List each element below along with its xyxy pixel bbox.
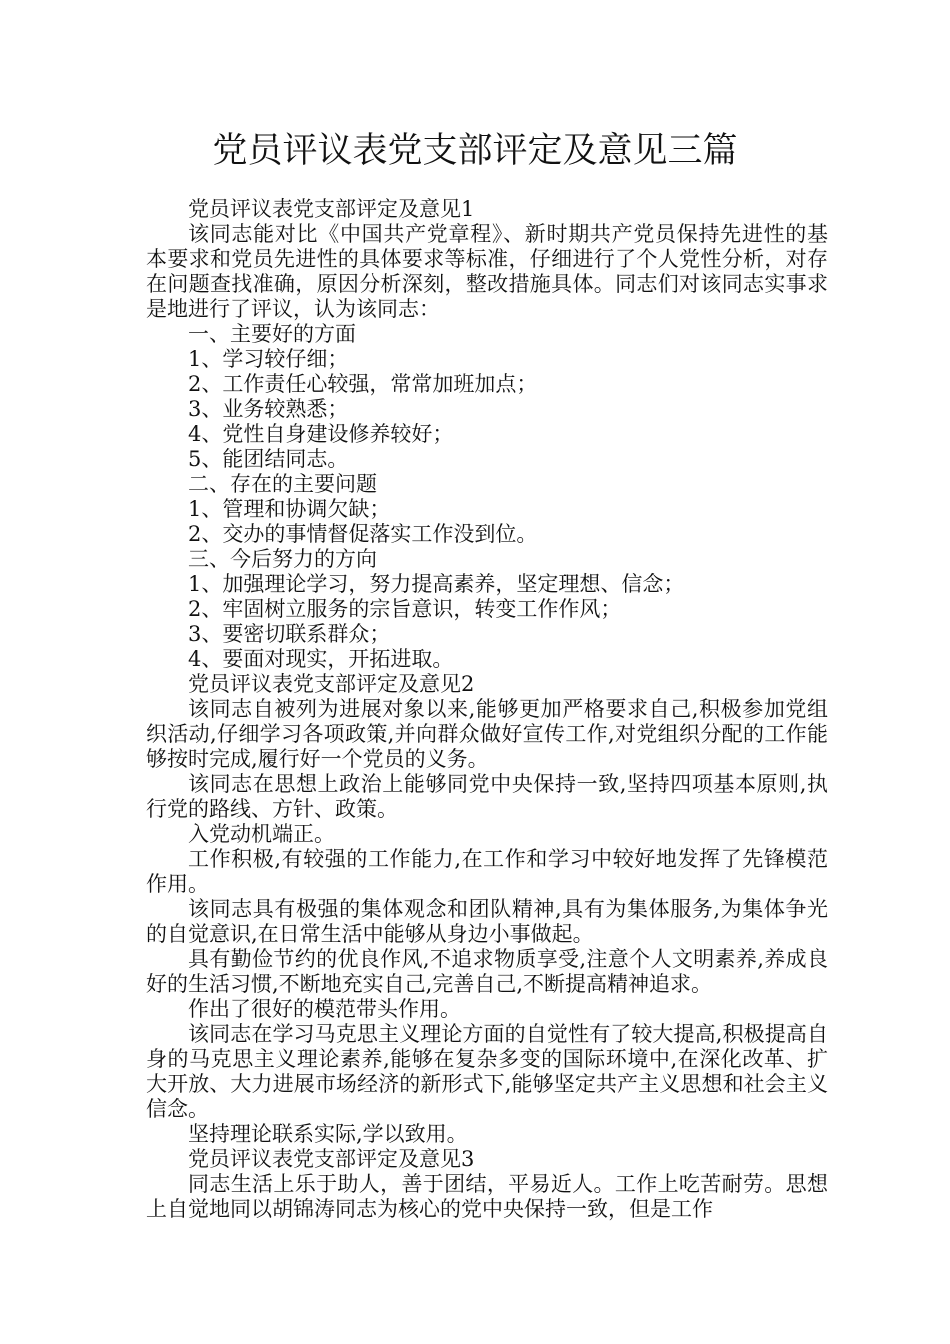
list-item: 2、交办的事情督促落实工作没到位。 <box>188 522 538 546</box>
list-item: 1、学习较仔细； <box>188 347 349 371</box>
subheading: 一、主要好的方面 <box>188 322 356 346</box>
list-item: 5、能团结同志。 <box>188 447 349 471</box>
paragraph: 入党动机端正。 <box>188 822 335 846</box>
paragraph: 坚持理论联系实际,学以致用。 <box>188 1122 468 1146</box>
subheading: 三、今后努力的方向 <box>188 547 377 571</box>
subheading: 二、存在的主要问题 <box>188 472 377 496</box>
section-heading-2: 党员评议表党支部评定及意见2 <box>188 672 475 696</box>
list-item: 3、要密切联系群众； <box>188 622 391 646</box>
paragraph: 同志生活上乐于助人，善于团结，平易近人。工作上吃苦耐劳。思想上自觉地同以胡锦涛同志为核心的党中央保持一致，但是工作 <box>146 1172 828 1221</box>
paragraph: 工作积极,有较强的工作能力,在工作和学习中较好地发挥了先锋模范作用。 <box>146 847 828 896</box>
paragraph: 该同志能对比《中国共产党章程》、新时期共产党员保持先进性的基本要求和党员先进性的具体要求等标准，仔细进行了个人党性分析，对存在问题查找准确，原因分析深刻，整改措施具体。同志们对该同志实事求是地进行了评议，认为该同志： <box>146 222 828 321</box>
list-item: 2、工作责任心较强，常常加班加点； <box>188 372 538 396</box>
paragraph: 作出了很好的模范带头作用。 <box>188 997 461 1021</box>
list-item: 1、管理和协调欠缺； <box>188 497 391 521</box>
document-title: 党员评议表党支部评定及意见三篇 <box>212 131 738 171</box>
document-body <box>146 197 828 1222</box>
paragraph: 该同志具有极强的集体观念和团队精神,具有为集体服务,为集体争光的自觉意识,在日常生活中能够从身边小事做起。 <box>146 897 828 946</box>
list-item: 3、业务较熟悉； <box>188 397 349 421</box>
paragraph: 具有勤俭节约的优良作风,不追求物质享受,注意个人文明素养,养成良好的生活习惯,不断地充实自己,完善自己,不断提高精神追求。 <box>146 947 828 996</box>
paragraph: 该同志自被列为进展对象以来,能够更加严格要求自己,积极参加党组织活动,仔细学习各项政策,并向群众做好宣传工作,对党组织分配的工作能够按时完成,履行好一个党员的义务。 <box>146 697 828 771</box>
section-heading-3: 党员评议表党支部评定及意见3 <box>188 1147 475 1171</box>
list-item: 1、加强理论学习，努力提高素养，坚定理想、信念； <box>188 572 685 596</box>
section-heading-1: 党员评议表党支部评定及意见1 <box>188 197 475 221</box>
paragraph: 该同志在学习马克思主义理论方面的自觉性有了较大提高,积极提高自身的马克思主义理论素养,能够在复杂多变的国际环境中,在深化改革、扩大开放、大力进展市场经济的新形式下,能够坚定共产主义思想和社会主义信念。 <box>146 1022 828 1121</box>
paragraph: 该同志在思想上政治上能够同党中央保持一致,坚持四项基本原则,执行党的路线、方针、政策。 <box>146 772 828 821</box>
list-item: 4、党性自身建设修养较好； <box>188 422 454 446</box>
list-item: 2、牢固树立服务的宗旨意识，转变工作作风； <box>188 597 622 621</box>
list-item: 4、要面对现实，开拓进取。 <box>188 647 454 671</box>
